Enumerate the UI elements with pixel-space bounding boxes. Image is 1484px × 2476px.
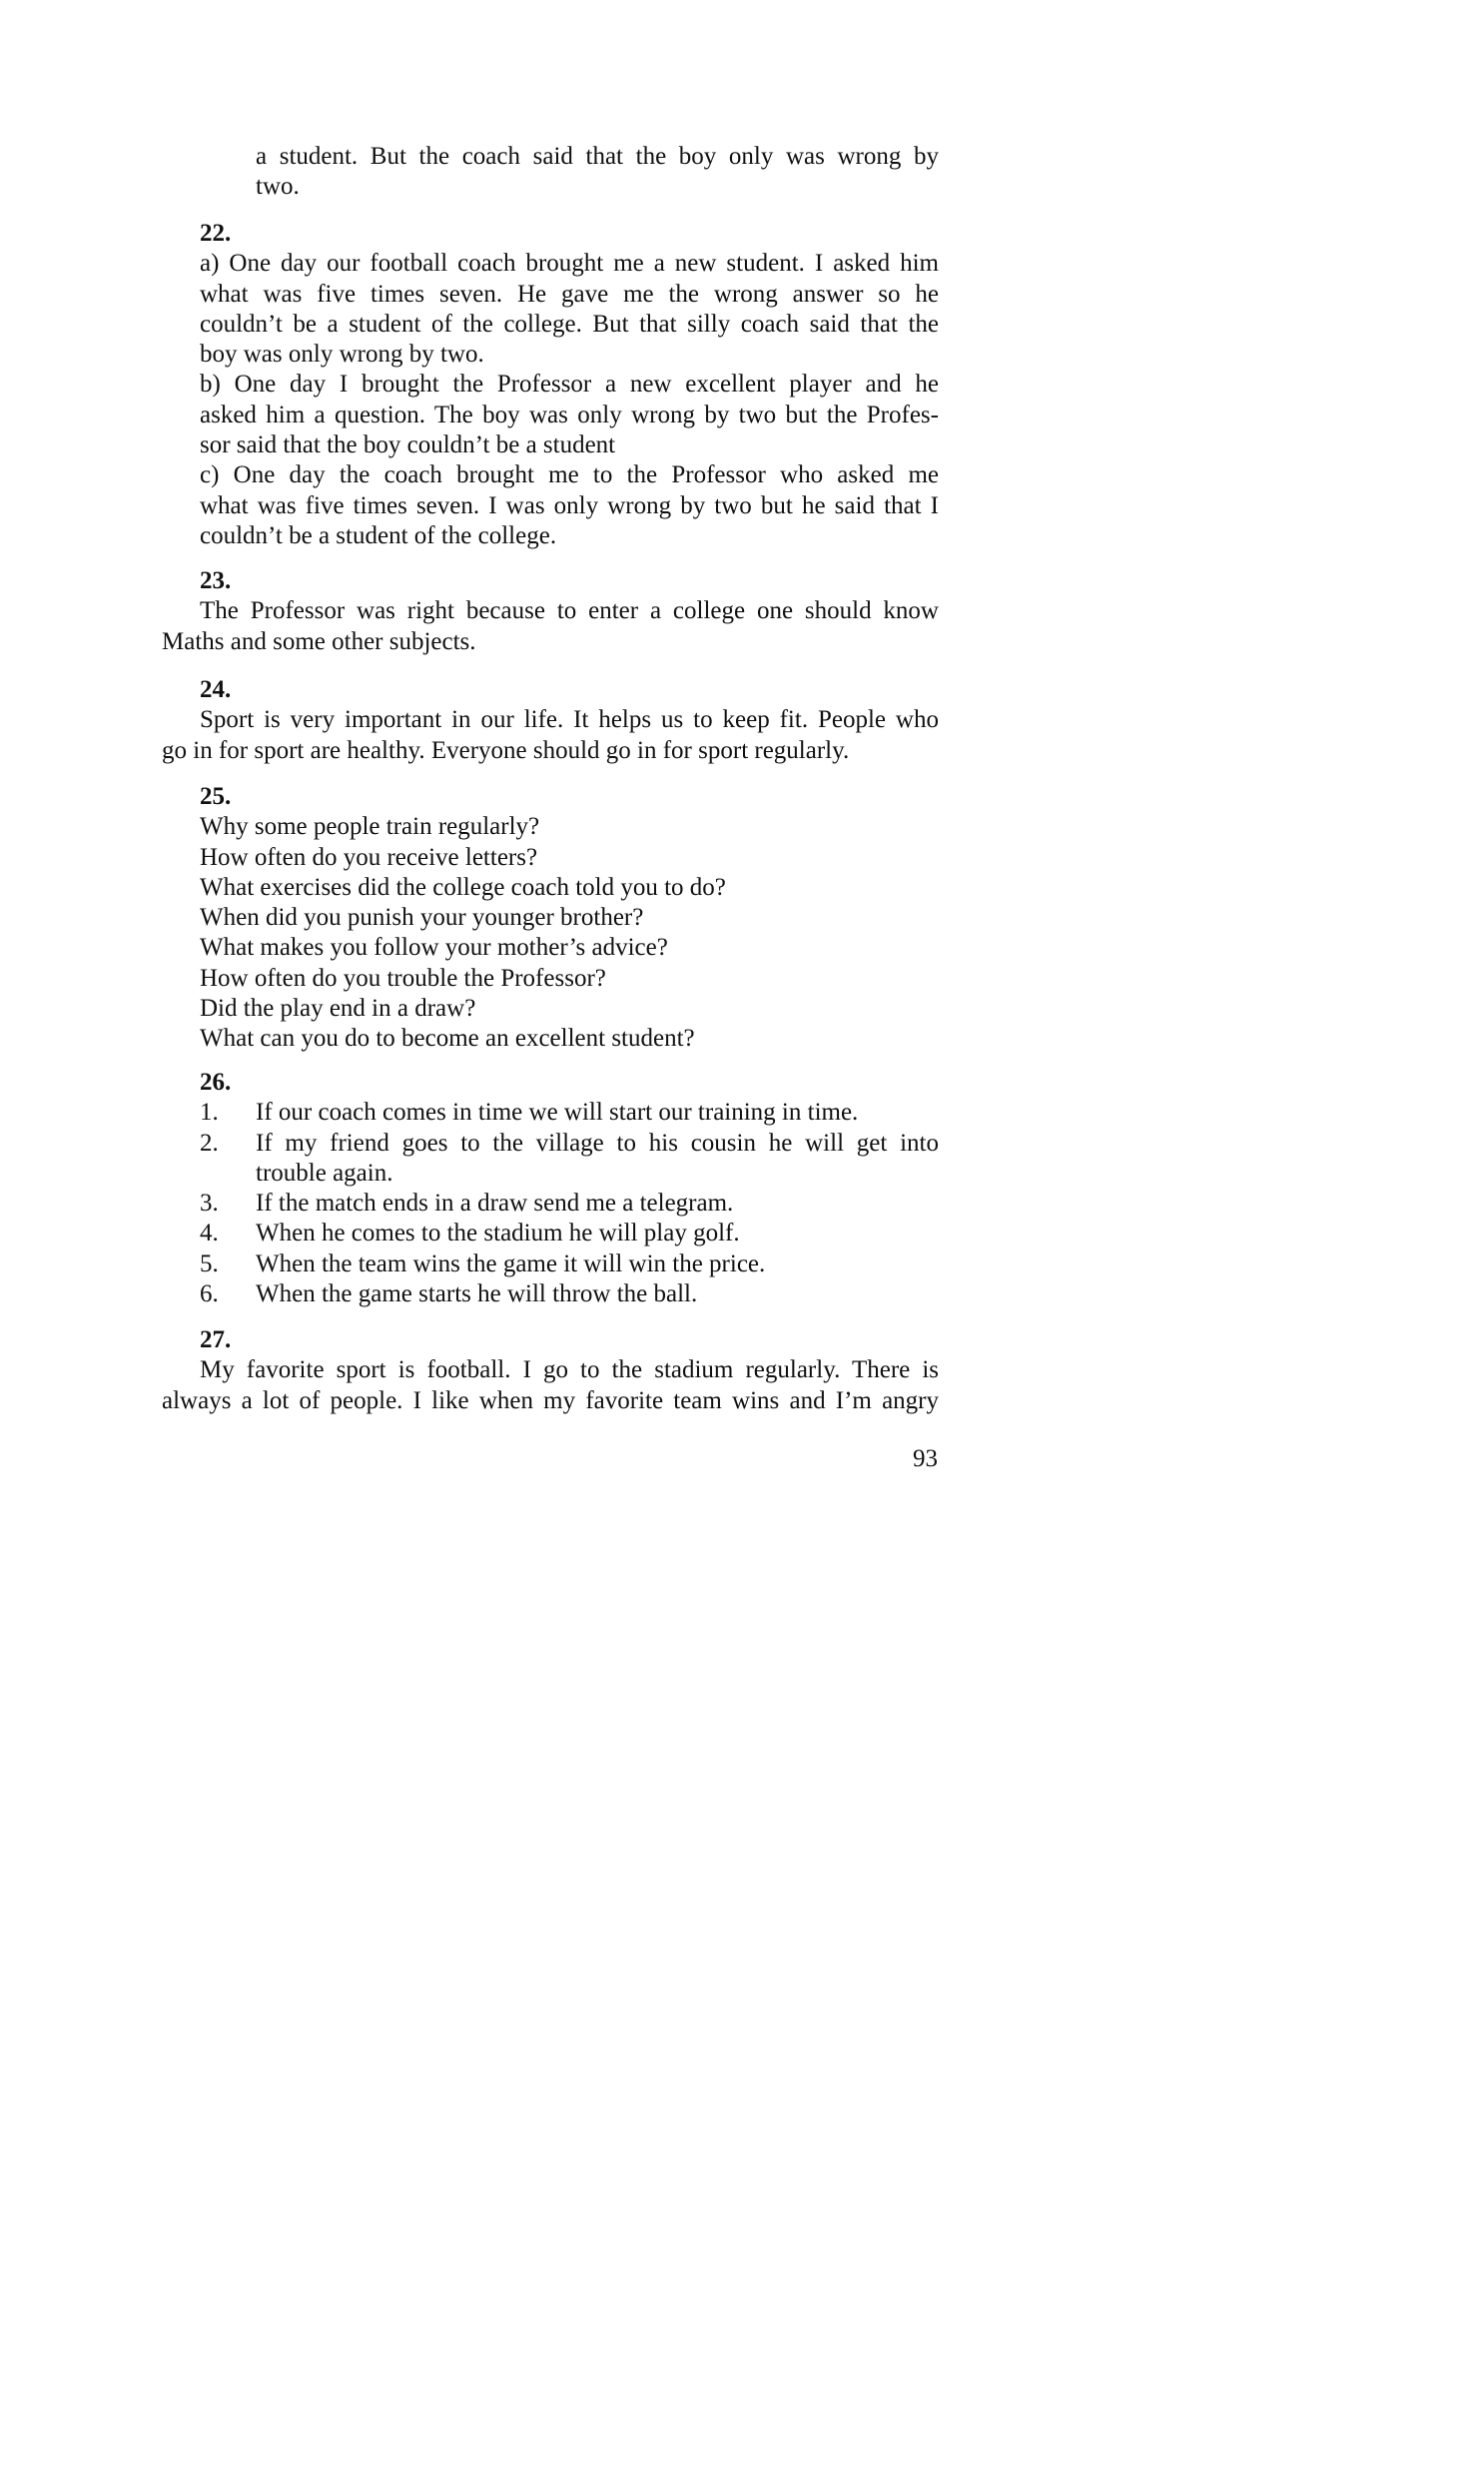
question-line: When did you punish your younger brother? — [200, 904, 644, 932]
question-line: Did the play end in a draw? — [200, 995, 476, 1023]
question-line: How often do you receive letters? — [200, 843, 538, 871]
exercise-23 — [162, 566, 939, 657]
text-line: asked him a question. The boy was only wrong by two but the Profes- — [200, 401, 939, 428]
text-line: what was five times seven. I was only wrong by two but he said that I — [200, 491, 939, 519]
exercise-heading: 22. — [200, 220, 232, 247]
book-page — [0, 0, 944, 1573]
list-number: 6. — [200, 1280, 219, 1308]
list-item — [162, 1279, 939, 1309]
text-line: Sport is very important in our life. It helps us to keep fit. People who — [200, 706, 939, 734]
question-line: What makes you follow your mother’s advice? — [200, 934, 668, 962]
exercise-heading: 26. — [200, 1069, 232, 1096]
text-line: sor said that the boy couldn’t be a student — [200, 431, 616, 459]
continuation-text — [162, 142, 939, 203]
exercise-27 — [162, 1325, 939, 1416]
exercise-25 — [162, 782, 939, 1055]
list-item — [162, 1249, 939, 1279]
text-line: go in for sport are healthy. Everyone should go in for sport regularly. — [162, 736, 850, 764]
list-text-line: If my friend goes to the village to his cousin he will get into — [256, 1129, 939, 1157]
exercise-26 — [162, 1068, 939, 1309]
list-number: 1. — [200, 1099, 219, 1127]
list-text: When the team wins the game it will win the price. — [256, 1249, 766, 1277]
text-line: what was five times seven. He gave me the wrong answer so he — [200, 280, 939, 308]
list-number: 4. — [200, 1220, 219, 1247]
question-line: How often do you trouble the Professor? — [200, 964, 606, 992]
exercise-heading: 23. — [200, 567, 232, 594]
text-line: a student. But the coach said that the boy only was wrong by — [256, 143, 939, 170]
list-text: When the game starts he will throw the ball. — [256, 1280, 698, 1308]
list-number: 3. — [200, 1190, 219, 1218]
list-item — [162, 1129, 939, 1190]
list-item — [162, 1098, 939, 1128]
list-number: 2. — [200, 1129, 219, 1157]
text-line: b) One day I brought the Professor a new excellent player and he — [200, 371, 939, 399]
list-text — [256, 1129, 939, 1190]
list-item — [162, 1219, 939, 1248]
question-line: What exercises did the college coach told you to do? — [200, 873, 726, 901]
question-line: Why some people train regularly? — [200, 813, 540, 841]
list-text: If our coach comes in time we will start our training in time. — [256, 1099, 859, 1127]
list-text: When he comes to the stadium he will play golf. — [256, 1220, 740, 1247]
exercise-24 — [162, 675, 939, 766]
question-line: What can you do to become an excellent student? — [200, 1025, 695, 1053]
text-line: My favorite sport is football. I go to the stadium regularly. There is — [200, 1356, 939, 1384]
exercise-heading: 25. — [200, 783, 232, 810]
exercise-heading: 27. — [200, 1326, 232, 1353]
text-line: couldn’t be a student of the college. But that silly coach said that the — [200, 310, 939, 338]
page-number: 93 — [913, 1445, 938, 1472]
text-line: Maths and some other subjects. — [162, 627, 476, 655]
text-line: The Professor was right because to enter a college one should know — [200, 597, 939, 625]
list-item — [162, 1189, 939, 1219]
exercise-22 — [162, 219, 939, 551]
exercise-heading: 24. — [200, 676, 232, 703]
list-number: 5. — [200, 1249, 219, 1277]
text-line: always a lot of people. I like when my favorite team wins and I’m angry — [162, 1386, 939, 1414]
list-text: If the match ends in a draw send me a telegram. — [256, 1190, 734, 1218]
text-line: c) One day the coach brought me to the Professor who asked me — [200, 461, 939, 489]
list-text-line: trouble again. — [256, 1159, 393, 1187]
text-line: two. — [256, 173, 300, 201]
text-line: a) One day our football coach brought me a new student. I asked him — [200, 250, 939, 278]
text-line: couldn’t be a student of the college. — [200, 521, 557, 549]
text-line: boy was only wrong by two. — [200, 341, 484, 369]
